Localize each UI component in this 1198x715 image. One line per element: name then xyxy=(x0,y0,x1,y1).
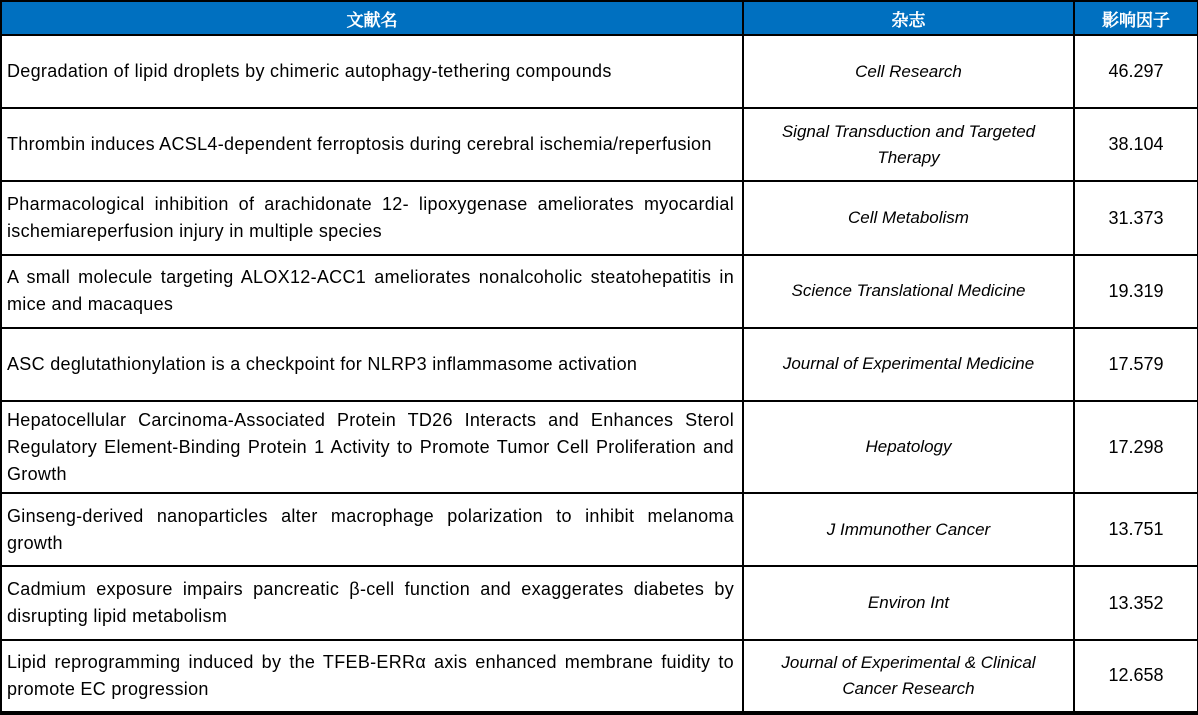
journal-name-cell: Journal of Experimental & Clinical Cancer Research xyxy=(743,640,1074,713)
impact-factor-cell: 17.298 xyxy=(1074,401,1198,493)
table-body xyxy=(1,35,1198,713)
table-row xyxy=(1,493,1198,566)
journal-name-cell: Journal of Experimental Medicine xyxy=(743,328,1074,401)
column-header-literature-name: 文献名 xyxy=(1,1,743,35)
paper-title-cell: Pharmacological inhibition of arachidonate 12- lipoxygenase ameliorates myocardial ischemiareperfusion injury in multiple species xyxy=(1,181,743,254)
paper-title-cell: ASC deglutathionylation is a checkpoint for NLRP3 inflammasome activation xyxy=(1,328,743,401)
journal-name-cell: Cell Metabolism xyxy=(743,181,1074,254)
journal-name-cell: Hepatology xyxy=(743,401,1074,493)
impact-factor-cell: 19.319 xyxy=(1074,255,1198,328)
header-row xyxy=(1,1,1198,35)
journal-name-cell: J Immunother Cancer xyxy=(743,493,1074,566)
paper-title-cell: Cadmium exposure impairs pancreatic β-cell function and exaggerates diabetes by disrupting lipid metabolism xyxy=(1,566,743,639)
table-row xyxy=(1,255,1198,328)
paper-title-cell: Ginseng-derived nanoparticles alter macrophage polarization to inhibit melanoma growth xyxy=(1,493,743,566)
impact-factor-cell: 13.352 xyxy=(1074,566,1198,639)
paper-title-cell: Lipid reprogramming induced by the TFEB-ERRα axis enhanced membrane fuidity to promote EC progression xyxy=(1,640,743,713)
paper-title-cell: A small molecule targeting ALOX12-ACC1 ameliorates nonalcoholic steatohepatitis in mice and macaques xyxy=(1,255,743,328)
column-header-impact-factor: 影响因子 xyxy=(1074,1,1198,35)
impact-factor-cell: 17.579 xyxy=(1074,328,1198,401)
column-header-journal: 杂志 xyxy=(743,1,1074,35)
table-row xyxy=(1,108,1198,181)
table-row xyxy=(1,401,1198,493)
journal-name-cell: Science Translational Medicine xyxy=(743,255,1074,328)
table-row xyxy=(1,181,1198,254)
journal-name-cell: Environ Int xyxy=(743,566,1074,639)
impact-factor-cell: 13.751 xyxy=(1074,493,1198,566)
impact-factor-cell: 31.373 xyxy=(1074,181,1198,254)
table-row xyxy=(1,640,1198,713)
impact-factor-cell: 12.658 xyxy=(1074,640,1198,713)
journal-name-cell: Cell Research xyxy=(743,35,1074,108)
paper-title-cell: Degradation of lipid droplets by chimeric autophagy-tethering compounds xyxy=(1,35,743,108)
paper-title-cell: Thrombin induces ACSL4-dependent ferroptosis during cerebral ischemia/reperfusion xyxy=(1,108,743,181)
journal-name-cell: Signal Transduction and Targeted Therapy xyxy=(743,108,1074,181)
impact-factor-cell: 38.104 xyxy=(1074,108,1198,181)
table-row xyxy=(1,35,1198,108)
table-row xyxy=(1,328,1198,401)
paper-title-cell: Hepatocellular Carcinoma-Associated Protein TD26 Interacts and Enhances Sterol Regulatory Element-Binding Protein 1 Activity to Promote Tumor Cell Proliferation and Growth xyxy=(1,401,743,493)
table-row xyxy=(1,566,1198,639)
impact-factor-cell: 46.297 xyxy=(1074,35,1198,108)
